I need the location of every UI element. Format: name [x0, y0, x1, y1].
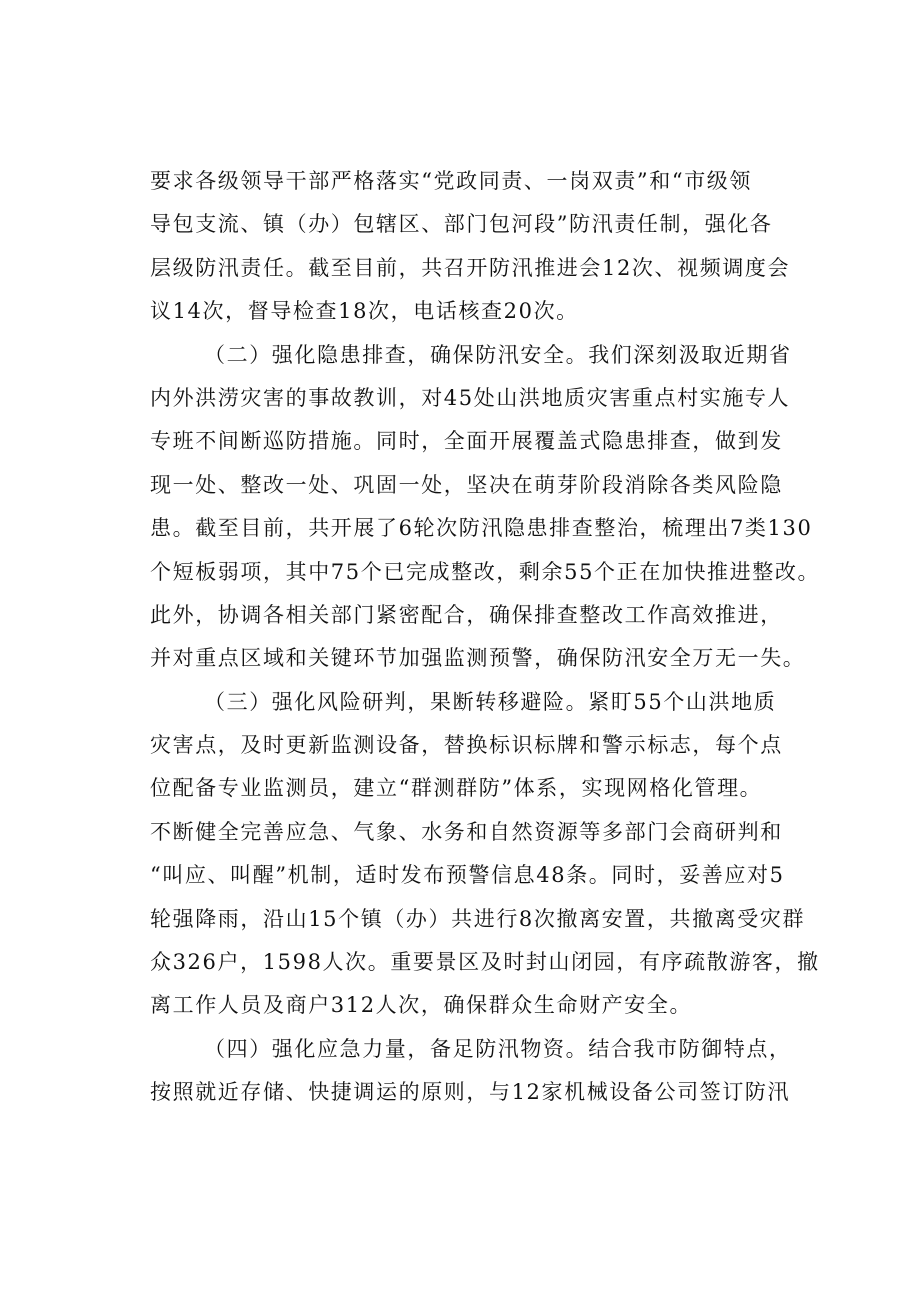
- text-line: 离工作人员及商户312人次，确保群众生命财产安全。: [150, 993, 693, 1018]
- text-line: 患。截至目前，共开展了6轮次防汛隐患排查整治，梳理出7类130: [150, 516, 813, 541]
- text-line: 灾害点，及时更新监测设备，替换标识标牌和警示标志，每个点: [150, 733, 783, 758]
- text-line: 议14次，督导检查18次，电话核查20次。: [150, 299, 579, 324]
- text-line: 此外，协调各相关部门紧密配合，确保排查整改工作高效推进，: [150, 602, 783, 627]
- section-heading-line: （四）强化应急力量，备足防汛物资。结合我市防御特点，: [204, 1036, 792, 1061]
- text-line: 导包支流、镇（办）包辖区、部门包河段”防汛责任制，强化各: [150, 212, 773, 237]
- text-line: 要求各级领导干部严格落实“党政同责、一岗双责”和“市级领: [150, 169, 753, 193]
- text-line: 位配备专业监测员，建立“群测群防”体系，实现网格化管理。: [150, 776, 763, 801]
- text-line: 个短板弱项，其中75个已完成整改，剩余55个正在加快推进整改。: [150, 559, 821, 584]
- text-line: 内外洪涝灾害的事故教训，对45处山洪地质灾害重点村实施专人: [150, 385, 791, 410]
- text-line: 不断健全完善应急、气象、水务和自然资源等多部门会商研判和: [150, 819, 783, 844]
- text-line: 按照就近存储、快捷调运的原则，与12家机械设备公司签订防汛: [150, 1080, 791, 1105]
- text-line: 众326户，1598人次。重要景区及时封山闭园，有序疏散游客，撤: [150, 950, 820, 975]
- text-line: 并对重点区域和关键环节加强监测预警，确保防汛安全万无一失。: [150, 646, 806, 671]
- section-heading-line: （二）强化隐患排查，确保防汛安全。我们深刻汲取近期省: [204, 342, 792, 367]
- document-body: [150, 160, 821, 1115]
- text-line: 层级防汛责任。截至目前，共召开防汛推进会12次、视频调度会: [150, 255, 791, 280]
- section-heading-line: （三）强化风险研判，果断转移避险。紧盯55个山洪地质: [204, 689, 777, 714]
- text-line: 轮强降雨，沿山15个镇（办）共进行8次撤离安置，共撤离受灾群: [150, 906, 806, 931]
- text-line: 现一处、整改一处、巩固一处，坚决在萌芽阶段消除各类风险隐: [150, 472, 783, 497]
- text-line: 专班不间断巡防措施。同时，全面开展覆盖式隐患排查，做到发: [150, 429, 783, 454]
- text-line: “叫应、叫醒”机制，适时发布预警信息48条。同时，妥善应对5: [150, 863, 785, 888]
